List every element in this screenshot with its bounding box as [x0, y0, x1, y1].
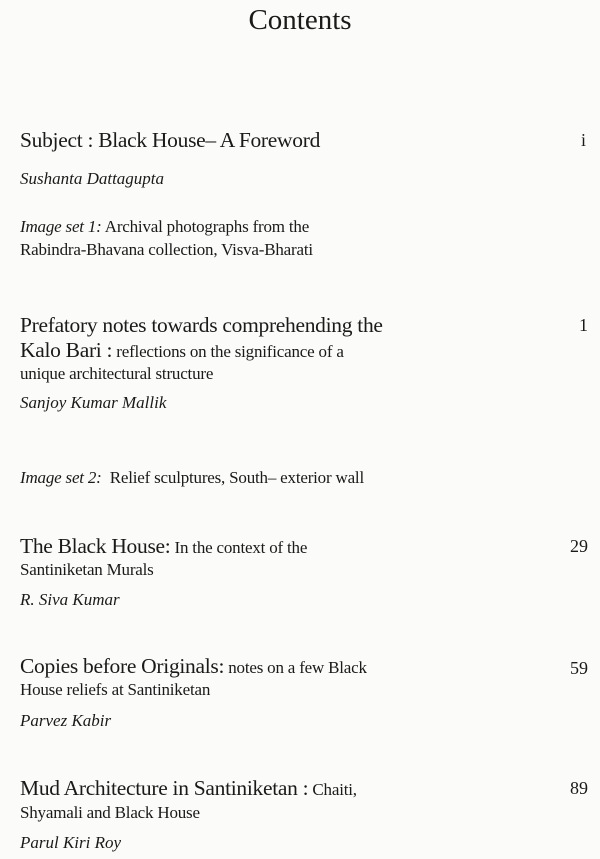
- toc-entry-page: i: [580, 130, 586, 150]
- toc-entry-author: Sanjoy Kumar Mallik: [20, 393, 167, 412]
- toc-entry-subtitle: notes on a few Black: [224, 658, 367, 677]
- toc-entry-title: Copies before Originals:: [20, 654, 225, 678]
- toc-entry-subtitle: House reliefs at Santiniketan: [20, 680, 211, 699]
- toc-entry-page: 29: [570, 536, 588, 556]
- image-set-text: Archival photographs from the: [101, 217, 310, 236]
- toc-entry-title-line: [20, 776, 357, 801]
- toc-entry-title-line: [20, 654, 367, 679]
- toc-entry-page: 89: [570, 778, 588, 798]
- toc-entry-title-line: [20, 534, 307, 559]
- toc-entry-author: R. Siva Kumar: [20, 590, 120, 609]
- toc-entry-page: 59: [570, 658, 588, 678]
- toc-entry-title: Mud Architecture in Santiniketan :: [20, 776, 309, 800]
- toc-entry-title: Prefatory notes towards comprehending the: [20, 313, 383, 337]
- page-title: Contents: [248, 4, 352, 36]
- toc-entry-subtitle: unique architectural structure: [20, 364, 214, 383]
- toc-entry-author: Parul Kiri Roy: [20, 833, 122, 852]
- image-set-label: Image set 2:: [20, 468, 102, 487]
- toc-entry-author: Sushanta Dattagupta: [20, 169, 165, 188]
- image-set-line: [20, 465, 364, 490]
- toc-entry-subtitle: reflections on the significance of a: [112, 342, 344, 361]
- image-set-text: Relief sculptures, South– exterior wall: [101, 468, 364, 487]
- toc-entry-title: The Black House:: [20, 534, 171, 558]
- toc-entry-title-line: [20, 338, 344, 363]
- toc-entry-title: Subject : Black House– A Foreword: [20, 128, 321, 152]
- toc-entry-subtitle: In the context of the: [170, 538, 308, 557]
- toc-entry-subtitle: Shyamali and Black House: [20, 803, 200, 822]
- toc-entry-title: Kalo Bari :: [20, 338, 113, 362]
- image-set-label: Image set 1:: [20, 217, 102, 236]
- toc-entry-author: Parvez Kabir: [20, 711, 112, 730]
- toc-entry-page: 1: [579, 315, 588, 335]
- image-set-line: [20, 214, 309, 239]
- toc-entry-subtitle: Chaiti,: [308, 780, 357, 799]
- image-set-text: Rabindra-Bhavana collection, Visva-Bharati: [20, 240, 313, 259]
- toc-entry-subtitle: Santiniketan Murals: [20, 560, 154, 579]
